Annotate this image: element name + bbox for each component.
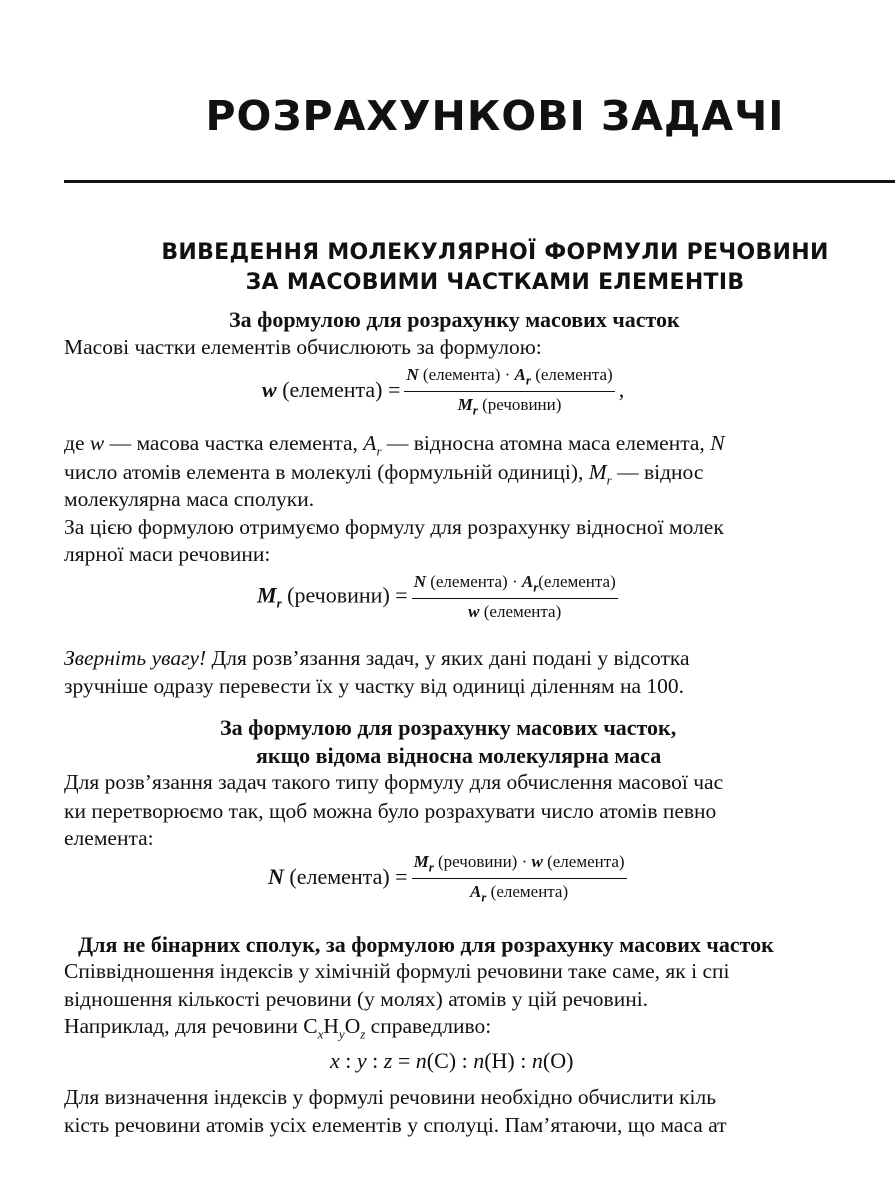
part3-line4: Для визначення індексів у формулі речовини необхідно обчислити кіль bbox=[64, 1085, 717, 1109]
note-line2: зручніше одразу перевести їх у частку від одиниці діленням на 100. bbox=[64, 674, 685, 698]
molar-mass-formula: $M_r$ (речовини) = $\frac{N (елемента) \cdot A_r(елемента)}{\text{w (елемента)}}$ bbox=[257, 572, 616, 622]
explanation-line1: де w — масова частка елемента, $A_r$ — відносна атомна маса елемента, N bbox=[64, 431, 725, 459]
part3-line5: кість речовини атомів усіх елементів у сполуці. Пам’ятаючи, що маса ат bbox=[64, 1113, 727, 1137]
section-title-line1: ВИВЕДЕННЯ МОЛЕКУЛЯРНОЇ ФОРМУЛИ РЕЧОВИНИ bbox=[161, 240, 829, 265]
atom-count-formula: N (елемента) = $\frac{M_r (речовини) \cdot w (елемента)}{A_r (елемента)}$ bbox=[268, 852, 625, 905]
explanation-line3: молекулярна маса сполуки. bbox=[64, 487, 315, 511]
mass-fraction-formula: w (елемента) = $\frac{N (елемента) \cdot A_r (елемента)}{M_r (речовини)}$ , bbox=[262, 365, 625, 418]
explanation-line4: За цією формулою отримуємо формулу для розрахунку відносної молек bbox=[64, 515, 724, 539]
subheading-non-binary: Для не бінарних сполук, за формулою для розрахунку масових часток bbox=[78, 932, 774, 957]
subheading-known-molar-mass-2: якщо відома відносна молекулярна маса bbox=[256, 743, 662, 768]
title-divider bbox=[64, 180, 895, 183]
subheading-mass-fractions: За формулою для розрахунку масових часток bbox=[229, 307, 680, 332]
section-title-line2: ЗА МАСОВИМИ ЧАСТКАМИ ЕЛЕМЕНТІВ bbox=[245, 270, 745, 295]
part3-line1: Співвідношення індексів у хімічній формулі речовини таке саме, як і спі bbox=[64, 959, 730, 983]
subheading-known-molar-mass-1: За формулою для розрахунку масових часток, bbox=[220, 715, 677, 740]
part2-line2: ки перетворюємо так, щоб можна було розрахувати число атомів певно bbox=[64, 799, 717, 823]
intro-text: Масові частки елементів обчислюють за формулою: bbox=[64, 335, 542, 359]
part2-line1: Для розв’язання задач такого типу формулу для обчислення масової час bbox=[64, 770, 724, 794]
part2-line3: елемента: bbox=[64, 826, 154, 850]
explanation-line5: лярної маси речовини: bbox=[64, 542, 271, 566]
explanation-line2: число атомів елемента в молекулі (формульній одиниці), $M_r$ — віднос bbox=[64, 460, 704, 488]
index-ratio-formula: x : y : z = n(C) : n(H) : n(O) bbox=[330, 1048, 574, 1073]
page-title: РОЗРАХУНКОВІ ЗАДАЧІ bbox=[205, 92, 785, 140]
part3-line2: відношення кількості речовини (у молях) атомів у цій речовині. bbox=[64, 987, 649, 1011]
note-line1: Зверніть увагу! Для розв’язання задач, у яких дані подані у відсотка bbox=[64, 646, 690, 670]
part3-line3: Наприклад, для речовини $C_xH_yO_z$ справедливо: bbox=[64, 1014, 492, 1042]
